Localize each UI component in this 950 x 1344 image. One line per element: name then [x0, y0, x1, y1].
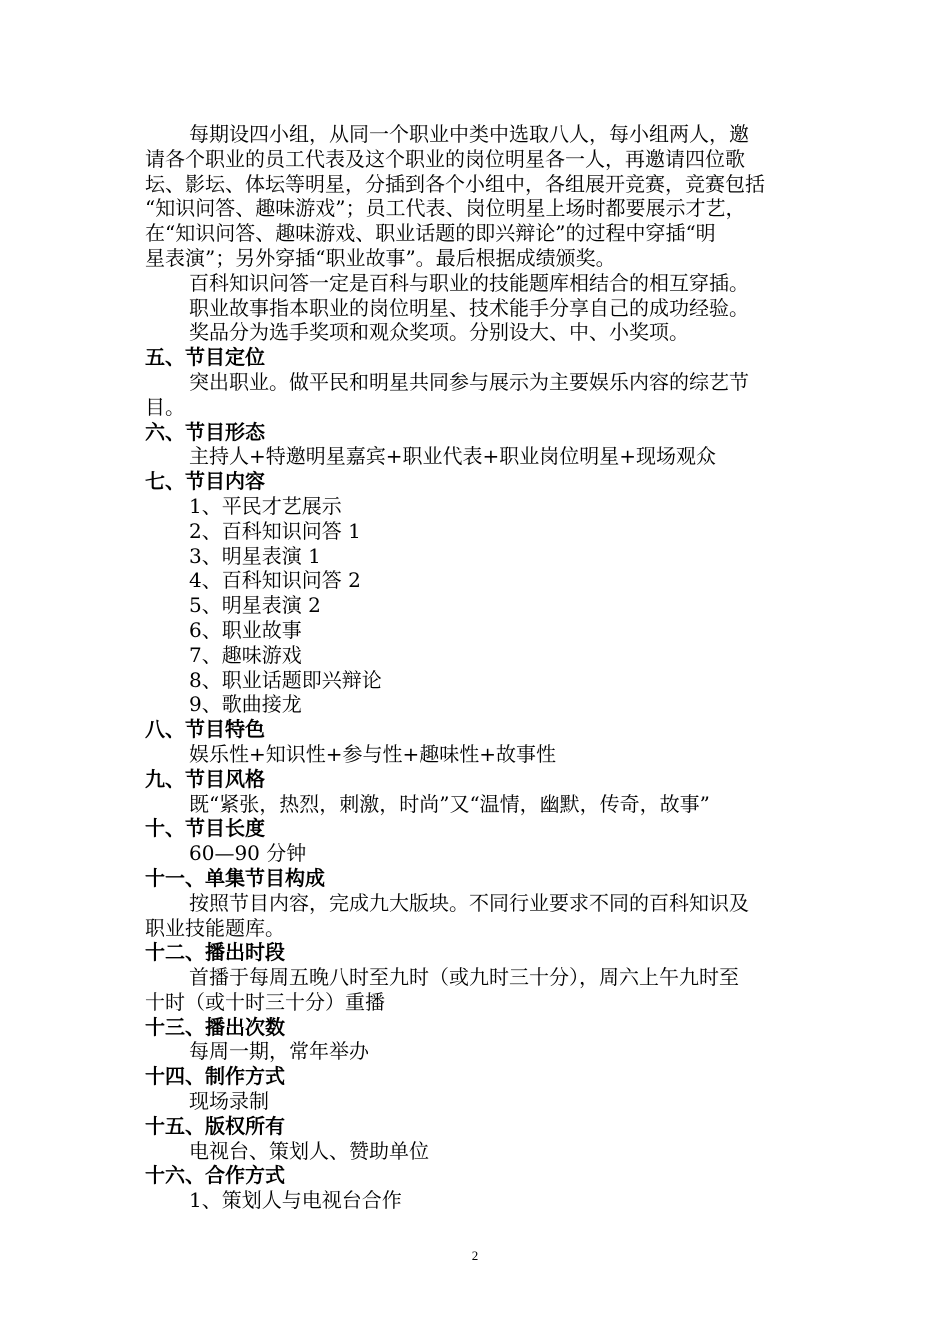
- body-line: 3、明星表演 1: [189, 543, 321, 568]
- body-line: 请各个职业的员工代表及这个职业的岗位明星各一人，再邀请四位歌: [145, 146, 745, 171]
- section-heading: 十五、版权所有: [145, 1113, 285, 1138]
- body-line: 4、百科知识问答 2: [189, 568, 361, 593]
- body-line: 每周一期，常年举办: [189, 1039, 369, 1064]
- section-heading: 十、节目长度: [145, 816, 265, 841]
- body-line: 奖品分为选手奖项和观众奖项。分别设大、中、小奖项。: [189, 320, 689, 345]
- section-heading: 九、节目风格: [145, 766, 265, 791]
- body-line: 主持人+特邀明星嘉宾+职业代表+职业岗位明星+现场观众: [189, 444, 717, 469]
- body-line: 8、职业话题即兴辩论: [189, 667, 382, 692]
- section-heading: 六、节目形态: [145, 419, 265, 444]
- body-line: 在“知识问答、趣味游戏、职业话题的即兴辩论”的过程中穿插“明: [145, 221, 716, 246]
- body-line: 7、趣味游戏: [189, 642, 302, 667]
- body-line: 5、明星表演 2: [189, 593, 321, 618]
- body-line: 按照节目内容，完成九大版块。不同行业要求不同的百科知识及: [189, 890, 749, 915]
- body-line: 坛、影坛、体坛等明星，分插到各个小组中，各组展开竞赛，竞赛包括: [145, 171, 765, 196]
- section-heading: 八、节目特色: [145, 717, 265, 742]
- section-heading: 十二、播出时段: [145, 940, 285, 965]
- body-line: 职业故事指本职业的岗位明星、技术能手分享自己的成功经验。: [189, 295, 749, 320]
- body-line: 目。: [145, 394, 185, 419]
- body-line: 十时（或十时三十分）重播: [145, 989, 385, 1014]
- body-line: 1、策划人与电视台合作: [189, 1188, 402, 1213]
- body-line: 9、歌曲接龙: [189, 692, 302, 717]
- section-heading: 十一、单集节目构成: [145, 865, 325, 890]
- body-line: 2、百科知识问答 1: [189, 518, 361, 543]
- body-line: 每期设四小组，从同一个职业中类中选取八人，每小组两人，邀: [189, 122, 749, 146]
- body-line: 职业技能题库。: [145, 915, 285, 940]
- body-line: 现场录制: [189, 1089, 269, 1114]
- body-line: 首播于每周五晚八时至九时（或九时三十分），周六上午九时至: [189, 965, 739, 990]
- body-line: 电视台、策划人、赞助单位: [189, 1138, 429, 1163]
- body-line: 60—90 分钟: [189, 841, 307, 866]
- body-line: “知识问答、趣味游戏”；员工代表、岗位明星上场时都要展示才艺，: [145, 196, 746, 221]
- body-line: 既“紧张，热烈，刺激，时尚”又“温情，幽默，传奇，故事”: [189, 791, 710, 816]
- body-line: 百科知识问答一定是百科与职业的技能题库相结合的相互穿插。: [189, 270, 749, 295]
- section-heading: 十六、合作方式: [145, 1163, 285, 1188]
- body-line: 6、职业故事: [189, 617, 302, 642]
- page-number: 2: [471, 1248, 479, 1263]
- body-line: 1、平民才艺展示: [189, 493, 342, 518]
- section-heading: 十三、播出次数: [145, 1014, 285, 1039]
- body-line: 星表演”；另外穿插“职业故事”。最后根据成绩颁奖。: [145, 245, 616, 270]
- document-page: [145, 122, 810, 1213]
- body-line: 突出职业。做平民和明星共同参与展示为主要娱乐内容的综艺节: [189, 369, 749, 394]
- section-heading: 五、节目定位: [145, 345, 265, 370]
- body-line: 娱乐性+知识性+参与性+趣味性+故事性: [189, 741, 557, 766]
- section-heading: 十四、制作方式: [145, 1064, 285, 1089]
- section-heading: 七、节目内容: [145, 469, 265, 494]
